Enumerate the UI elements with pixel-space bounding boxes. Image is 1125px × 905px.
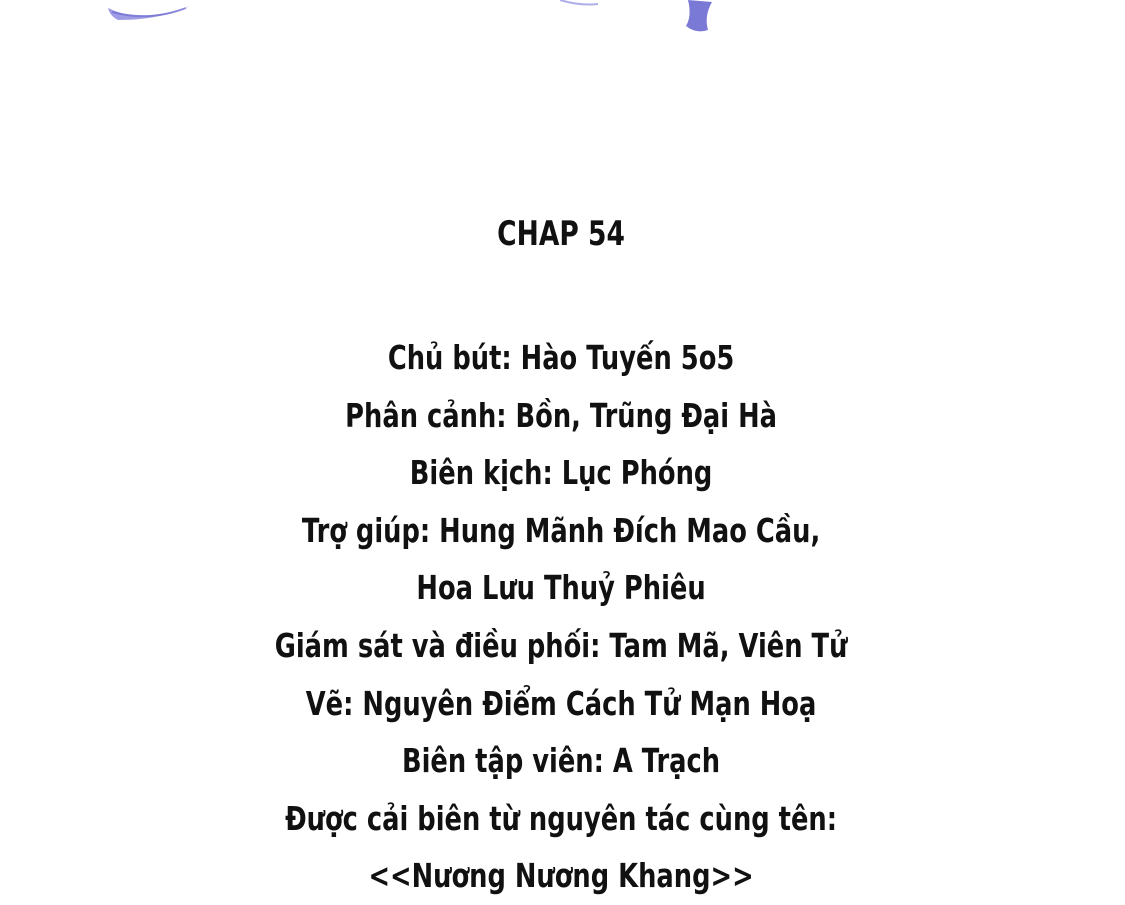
- credits-block: [0, 329, 1125, 905]
- chapter-title: CHAP 54: [497, 214, 625, 254]
- credit-line-editor-in-chief: Chủ bút: Hào Tuyến 5o5: [387, 338, 735, 377]
- credit-line-supervision: Giám sát và điều phối: Tam Mã, Viên Tử: [274, 625, 848, 665]
- credit-line-artist: Vẽ: Nguyên Điểm Cách Tử Mạn Hoạ: [305, 683, 817, 723]
- credit-line-assistants: Trợ giúp: Hung Mãnh Đích Mao Cầu,: [301, 510, 821, 550]
- brush-stroke-decoration: [0, 0, 1125, 60]
- credit-line-screenwriter: Biên kịch: Lục Phóng: [409, 453, 713, 493]
- credit-line-assistants-continued: Hoa Lưu Thuỷ Phiêu: [416, 568, 706, 608]
- credit-line-editor: Biên tập viên: A Trạch: [401, 741, 721, 781]
- credit-line-storyboard: Phân cảnh: Bồn, Trũng Đại Hà: [345, 395, 777, 435]
- credit-line-original-work: <<Nương Nương Khang>>: [368, 856, 754, 896]
- credit-line-adaptation: Được cải biên từ nguyên tác cùng tên:: [285, 798, 838, 838]
